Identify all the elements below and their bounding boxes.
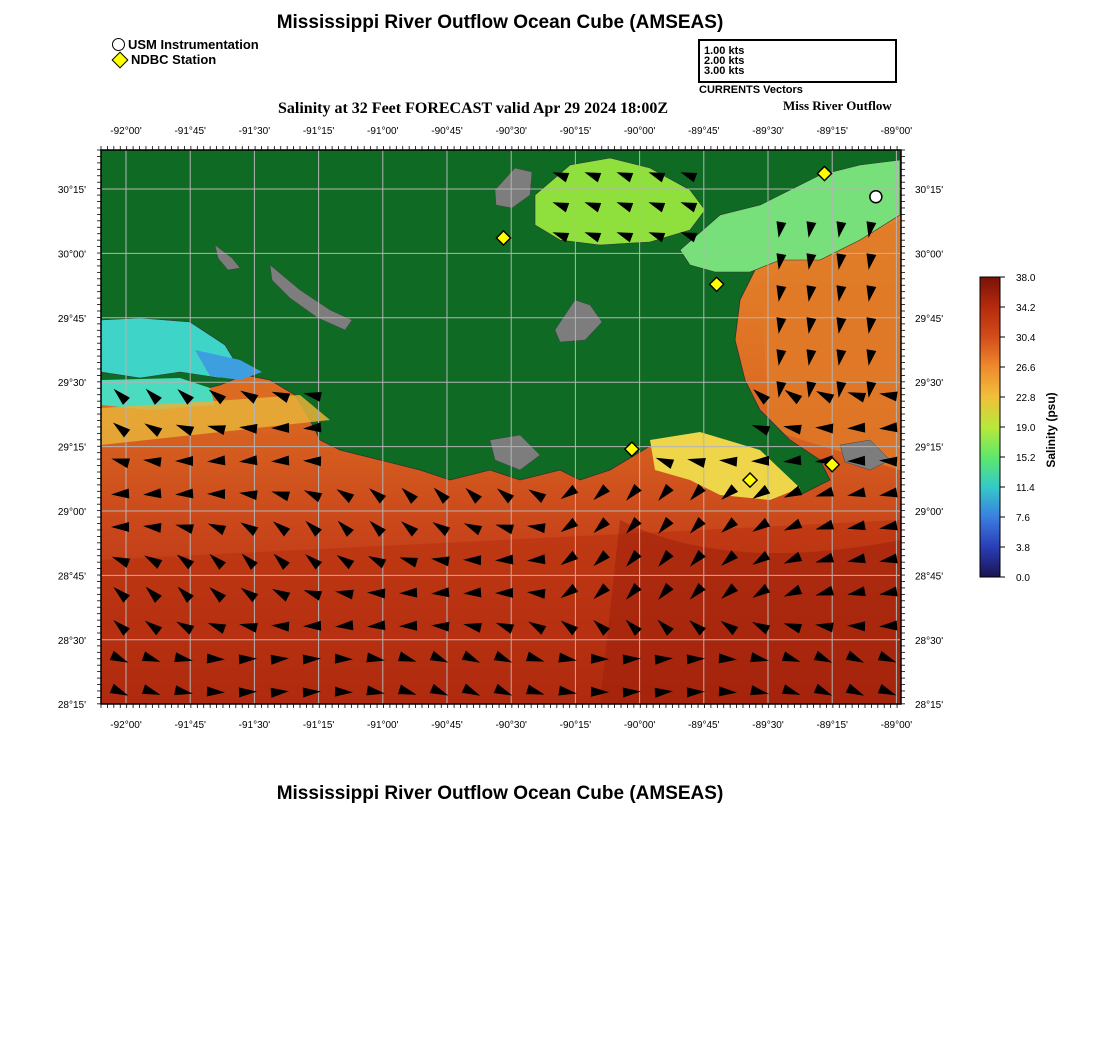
vector-scale-box: [698, 39, 897, 83]
map-frame: [101, 150, 901, 704]
lon-label-bottom: -90°30': [495, 720, 527, 731]
lat-label-right: 30°15': [915, 185, 944, 196]
lat-label-left: 30°00': [57, 249, 86, 261]
colorbar-tick-label: 38.0: [1016, 273, 1036, 284]
legend-usm-label: USM Instrumentation: [128, 37, 259, 52]
colorbar-tick-label: 26.6: [1016, 363, 1036, 374]
usm-station-marker: [870, 191, 882, 203]
vector-scale-3: 3.00 kts: [704, 65, 745, 77]
lat-label-right: 29°15': [915, 442, 944, 454]
lon-label-top: -89°45': [688, 126, 720, 137]
lon-label-top: -89°30': [752, 126, 784, 137]
lon-label-bottom: -90°15': [559, 720, 592, 731]
lon-label-top: -92°00': [110, 126, 142, 137]
lon-label-bottom: -91°15': [302, 720, 335, 731]
lon-label-top: -91°30': [238, 126, 271, 137]
legend-ndbc-label: NDBC Station: [131, 52, 217, 67]
colorbar-tick-label: 11.4: [1016, 483, 1035, 494]
map-subtitle: Salinity at 32 Feet FORECAST valid Apr 29 2024 18:00Z: [278, 100, 669, 117]
lon-label-top: -91°00': [367, 126, 399, 137]
lon-label-bottom: -89°00': [880, 720, 913, 731]
lon-label-top: -91°15': [302, 126, 335, 137]
colorbar-tick-label: 19.0: [1016, 423, 1036, 434]
lat-label-left: 29°15': [57, 442, 86, 454]
usm-circle-icon: [112, 38, 125, 51]
colorbar-title: Salinity (psu): [1044, 392, 1058, 468]
legend-usm: [112, 37, 259, 52]
lon-label-bottom: -91°45': [174, 720, 206, 731]
lat-label-right: 28°45': [915, 571, 944, 583]
lon-label-bottom: -89°15': [816, 720, 848, 731]
lon-label-top: -90°15': [559, 126, 592, 137]
lat-label-right: 28°15': [915, 700, 944, 712]
lat-label-left: 30°15': [57, 185, 86, 196]
vector-scale-1: 1.00 kts: [704, 45, 745, 57]
lat-label-right: 29°00': [915, 507, 944, 518]
colorbar-tick-label: 7.6: [1016, 513, 1030, 524]
lon-label-top: -91°45': [174, 126, 206, 137]
vector-scale-2: 2.00 kts: [704, 55, 745, 67]
lon-label-top: -89°15': [816, 126, 848, 137]
lon-label-bottom: -90°45': [431, 720, 463, 731]
ndbc-diamond-icon: [112, 51, 129, 68]
lat-label-left: 29°00': [57, 507, 86, 518]
lat-label-left: 29°30': [57, 378, 86, 390]
lon-label-bottom: -89°45': [688, 720, 720, 731]
lat-label-right: 29°45': [915, 313, 944, 325]
colorbar: [980, 273, 1036, 584]
lon-label-bottom: -90°00': [623, 720, 656, 731]
lat-label-right: 28°30': [915, 635, 944, 647]
lat-label-left: 28°45': [57, 571, 86, 583]
lat-label-left: 28°30': [57, 635, 86, 647]
page-title: Mississippi River Outflow Ocean Cube (AMSEAS): [276, 12, 724, 33]
lon-label-top: -89°00': [880, 126, 913, 137]
lon-label-bottom: -91°00': [367, 720, 399, 731]
vector-scale-caption: CURRENTS Vectors: [699, 84, 803, 96]
colorbar-tick-label: 22.8: [1016, 393, 1036, 404]
lat-label-right: 30°00': [915, 249, 944, 261]
lon-label-bottom: -89°30': [752, 720, 784, 731]
colorbar-tick-label: 15.2: [1016, 453, 1036, 464]
lat-label-left: 28°15': [57, 700, 86, 712]
lon-label-bottom: -92°00': [110, 720, 142, 731]
colorbar-tick-label: 3.8: [1016, 543, 1030, 554]
lat-label-right: 29°30': [915, 378, 944, 390]
footer-title: Mississippi River Outflow Ocean Cube (AMSEAS): [276, 783, 724, 804]
lon-label-top: -90°00': [623, 126, 656, 137]
colorbar-tick-label: 30.4: [1016, 333, 1036, 344]
legend-ndbc: [112, 52, 216, 67]
product-label: Miss River Outflow: [783, 98, 892, 113]
colorbar-tick-label: 34.2: [1016, 303, 1036, 314]
lat-label-left: 29°45': [57, 313, 86, 325]
lon-label-top: -90°45': [431, 126, 463, 137]
lon-label-top: -90°30': [495, 126, 527, 137]
lon-label-bottom: -91°30': [238, 720, 271, 731]
colorbar-tick-label: 0.0: [1016, 573, 1030, 584]
